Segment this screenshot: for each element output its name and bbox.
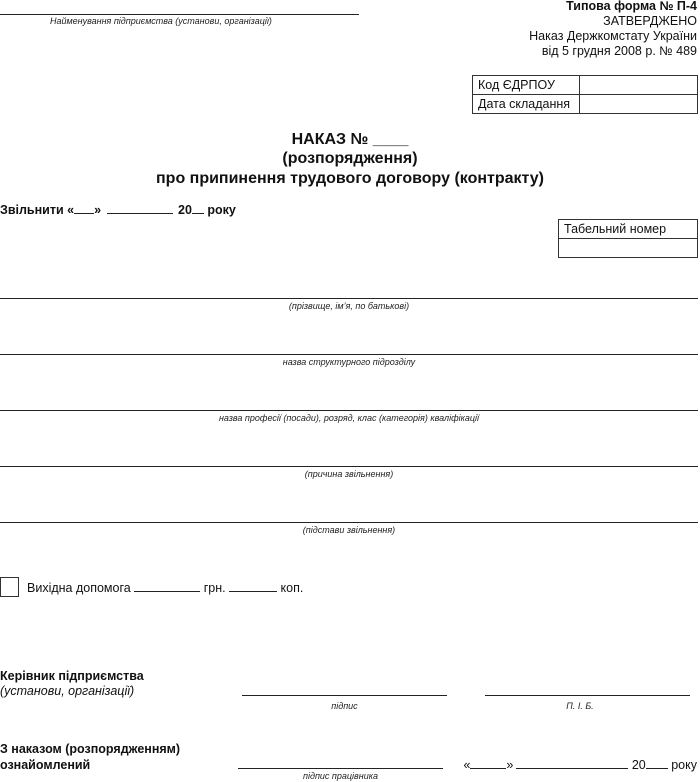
severance-amount-field[interactable]: [134, 580, 200, 592]
dismiss-close-quote: »: [94, 203, 102, 217]
dismiss-date-line: [0, 202, 236, 217]
head-subtitle: (установи, організації): [0, 684, 135, 698]
ack-month-field[interactable]: [516, 757, 628, 769]
order-title: НАКАЗ № ____: [291, 131, 409, 148]
ack-open-quote: «: [463, 758, 471, 772]
head-name-caption: П. І. Б.: [566, 701, 594, 711]
compile-date-value[interactable]: [580, 95, 698, 114]
dismissal-basis-caption: (підстави звільнення): [302, 525, 396, 535]
approved-label: ЗАТВЕРДЖЕНО: [603, 14, 697, 28]
severance-cents: коп.: [280, 581, 304, 595]
employee-signature-caption: підпис працівника: [303, 771, 378, 781]
acknowledged-line1: З наказом (розпорядженням): [0, 742, 181, 756]
edrpou-row: [473, 76, 698, 95]
dismiss-year-suffix: року: [207, 203, 236, 217]
head-title: Керівник підприємства: [0, 669, 144, 683]
ack-year-suffix: року: [671, 758, 697, 772]
severance-row: [27, 580, 303, 595]
head-signature-line[interactable]: [242, 695, 447, 696]
severance-checkbox[interactable]: [0, 577, 19, 597]
order-date: від 5 грудня 2008 р. № 489: [541, 44, 697, 58]
tabel-number-table: [558, 219, 698, 258]
edrpou-label: Код ЄДРПОУ: [473, 76, 580, 95]
dismiss-year-prefix: 20: [178, 203, 192, 217]
tabel-number-value[interactable]: [559, 239, 698, 258]
acknowledged-date: [463, 757, 697, 772]
ack-close-quote: »: [506, 758, 514, 772]
order-description: про припинення трудового договору (контракту): [156, 170, 544, 187]
organization-name-line[interactable]: [0, 14, 359, 15]
dismiss-prefix: Звільнити «: [0, 203, 75, 217]
ack-year-field[interactable]: [646, 757, 668, 769]
codes-table: [472, 75, 698, 114]
employee-name-caption: (прізвище, ім’я, по батькові): [288, 301, 410, 311]
dismissal-reason-caption: (причина звільнення): [304, 469, 394, 479]
structural-unit-caption: назва структурного підрозділу: [282, 357, 416, 367]
profession-caption: назва професії (посади), розряд, клас (категорія) кваліфікації: [218, 413, 480, 423]
compile-date-label: Дата складання: [473, 95, 580, 114]
severance-label: Вихідна допомога: [27, 581, 131, 595]
dismiss-year-field[interactable]: [192, 202, 204, 214]
order-reference: Наказ Держкомстату України: [529, 29, 697, 43]
edrpou-value[interactable]: [580, 76, 698, 95]
profession-line[interactable]: [0, 410, 698, 411]
dismiss-month-field[interactable]: [107, 202, 173, 214]
head-name-line[interactable]: [485, 695, 690, 696]
head-signature-caption: підпис: [331, 701, 358, 711]
ack-day-field[interactable]: [470, 757, 506, 769]
dismissal-basis-line[interactable]: [0, 522, 698, 523]
severance-cents-field[interactable]: [229, 580, 277, 592]
employee-signature-line[interactable]: [238, 768, 443, 769]
structural-unit-line[interactable]: [0, 354, 698, 355]
tabel-number-label: Табельний номер: [559, 220, 698, 239]
employee-name-line[interactable]: [0, 298, 698, 299]
acknowledged-line2: ознайомлений: [0, 758, 91, 772]
dismiss-day-field[interactable]: [74, 202, 94, 214]
order-subtitle: (розпорядження): [282, 150, 418, 167]
organization-name-caption: Найменування підприємства (установи, організації): [50, 16, 272, 26]
severance-currency: грн.: [203, 581, 226, 595]
dismissal-reason-line[interactable]: [0, 466, 698, 467]
ack-year-prefix: 20: [631, 758, 646, 772]
compile-date-row: [473, 95, 698, 114]
form-number: Типова форма № П-4: [566, 0, 697, 13]
